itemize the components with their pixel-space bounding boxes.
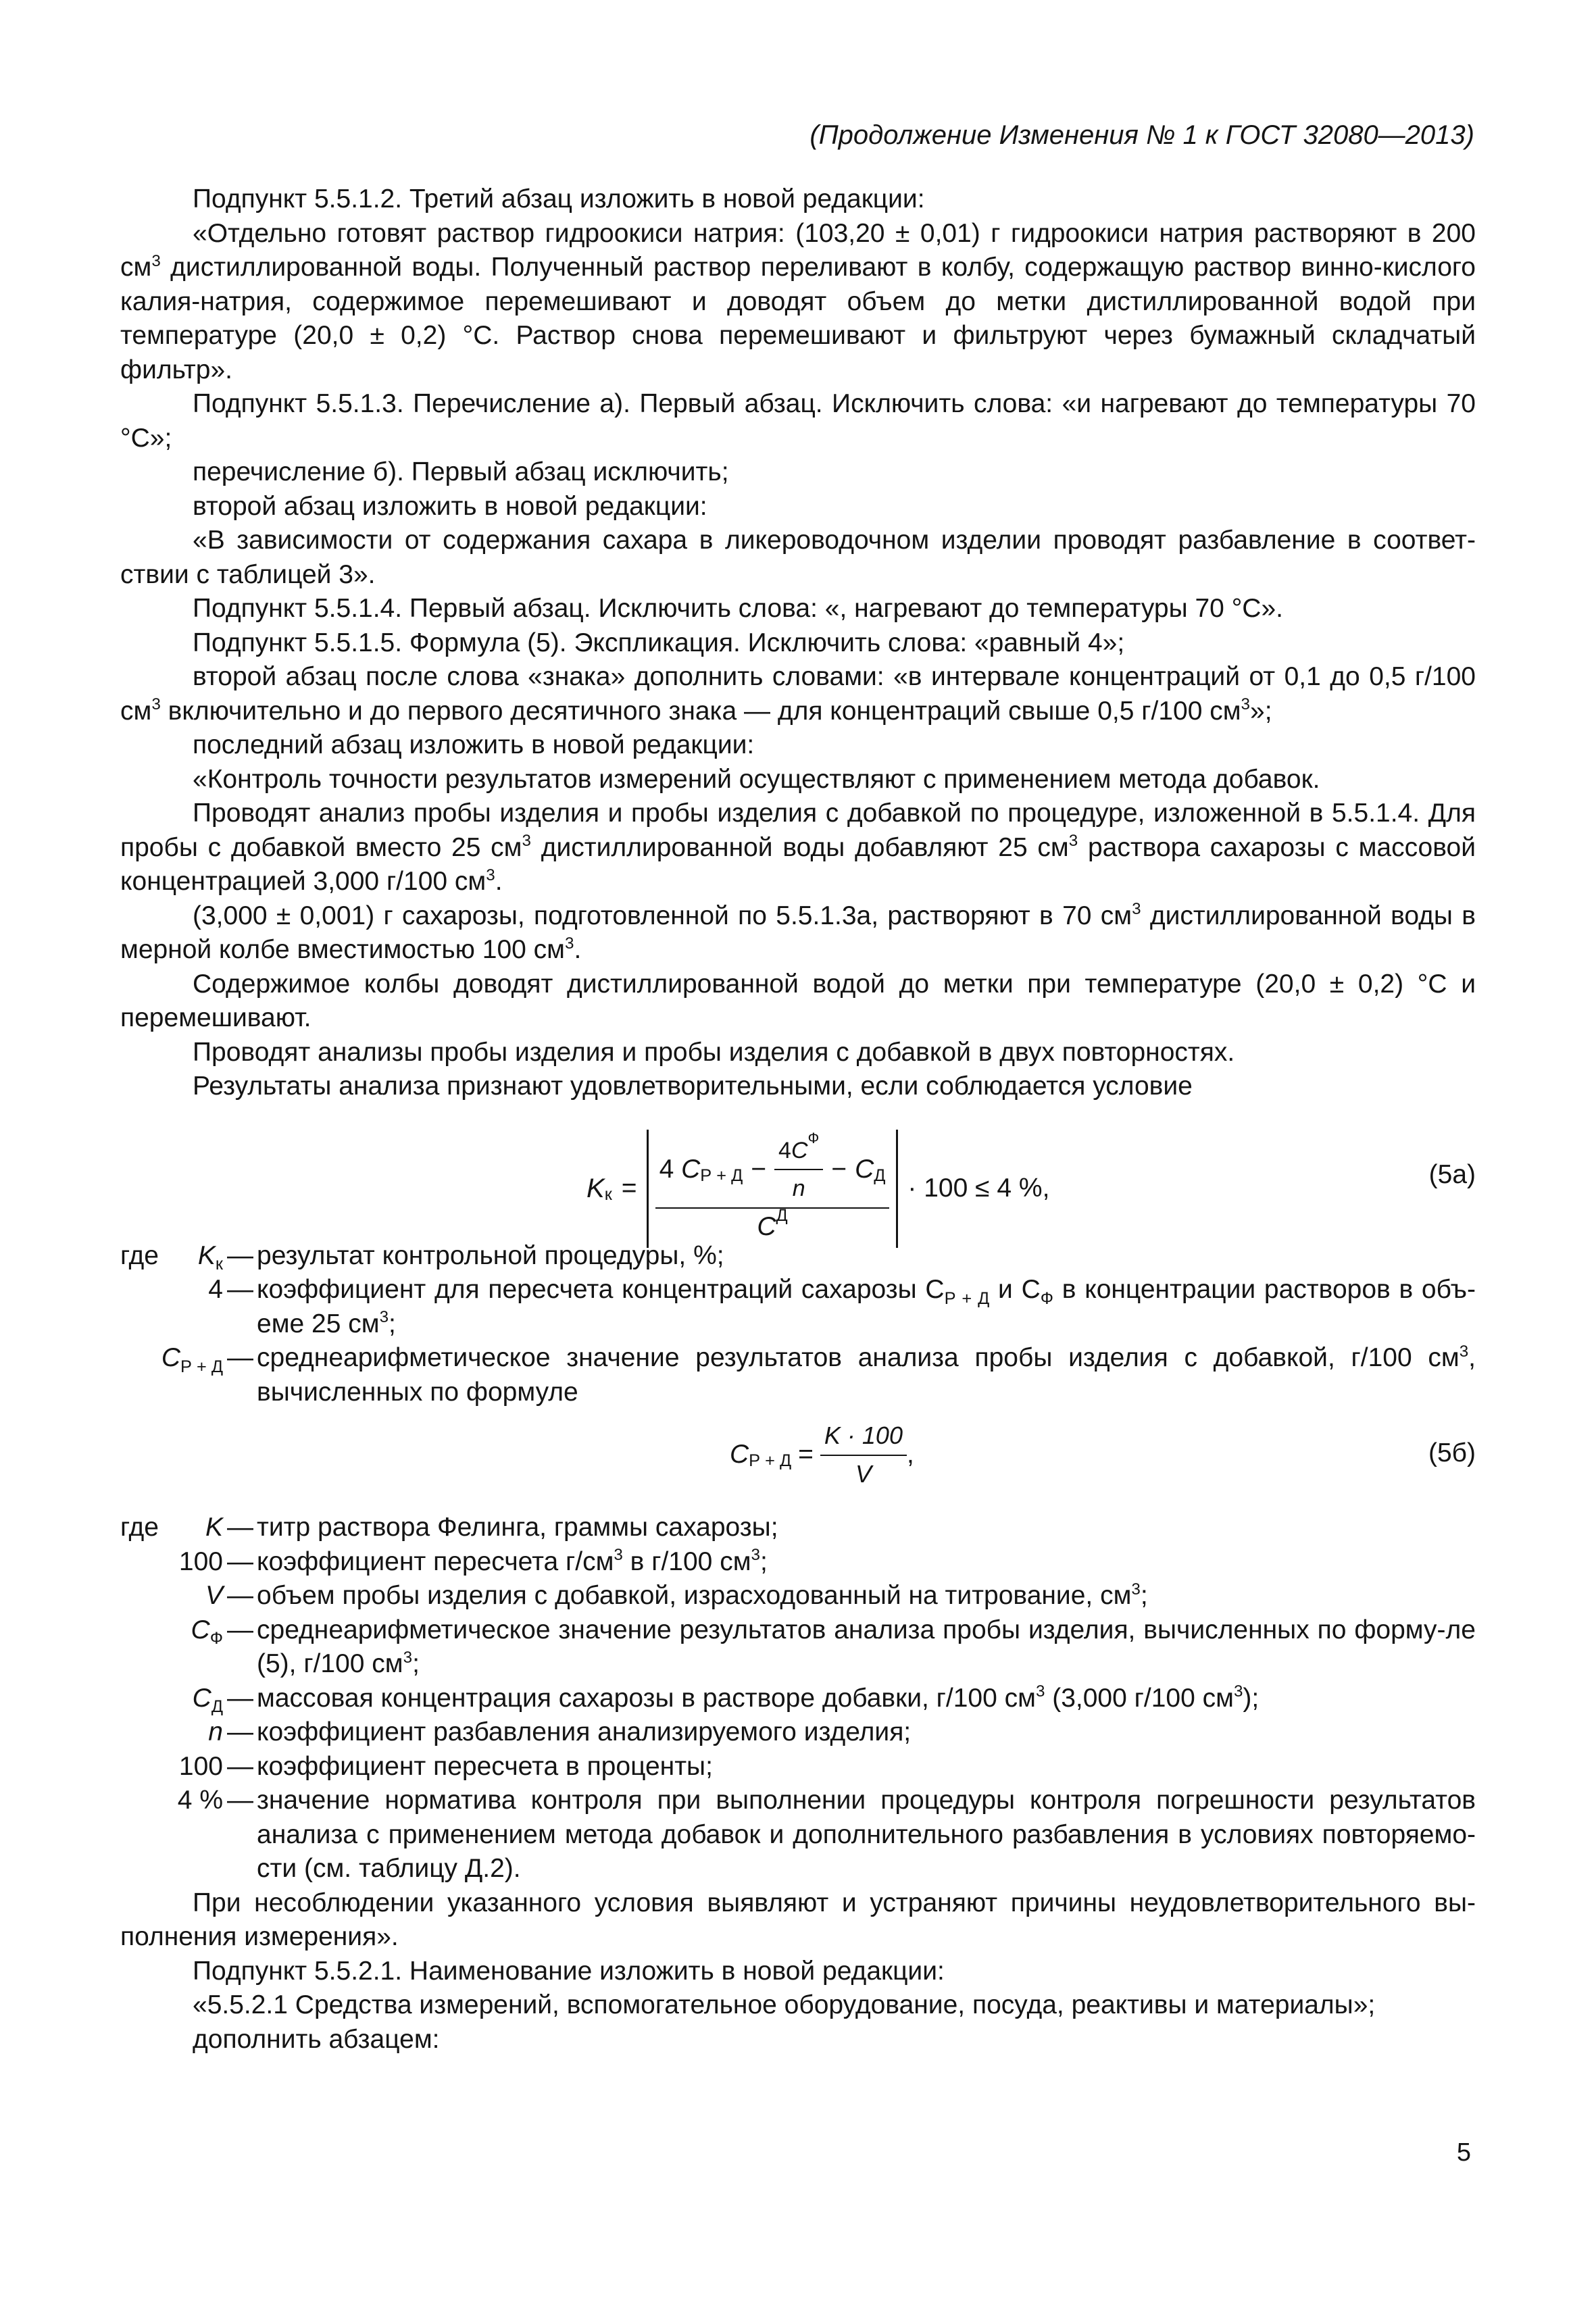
- legend-key: [120, 1613, 223, 1682]
- page-header: (Продолжение Изменения № 1 к ГОСТ 32080—2013): [809, 120, 1474, 150]
- legend-dash: —: [227, 1683, 253, 1713]
- legend-item: [120, 1613, 1476, 1682]
- minus-sign: −: [751, 1154, 767, 1184]
- legend-item: [120, 1579, 1476, 1613]
- inner-coefficient: 4: [778, 1137, 791, 1163]
- paragraph: Подпункт 5.5.1.5. Формула (5). Экспликация. Исключить слова: «равный 4»;: [193, 628, 1125, 657]
- legend-symbol: K: [197, 1240, 216, 1270]
- legend-item: [120, 1511, 1476, 1545]
- equals-sign: =: [621, 1174, 637, 1203]
- paragraph: Подпункт 5.5.1.2. Третий абзац изложить в новой редакции:: [193, 184, 925, 213]
- minus-sign: −: [831, 1154, 847, 1184]
- inner-fraction-numerator: [774, 1130, 823, 1171]
- paragraph: последний абзац изложить в новой редакции:: [193, 730, 755, 759]
- legend-text: результат контрольной процедуры, %;: [257, 1240, 724, 1270]
- legend-dash: —: [227, 1513, 253, 1542]
- fraction: [820, 1419, 907, 1491]
- legend-key: [120, 1341, 223, 1409]
- legend-symbol-subscript: к: [215, 1255, 223, 1274]
- legend-text: титр раствора Фелинга, граммы сахарозы;: [257, 1513, 778, 1542]
- formula-5b-expression: C $_{Р + Д}$ = $\frac{K \cdot 100}{V}$ ,: [730, 1419, 914, 1491]
- legend-text: среднеарифметическое значение результатов анализа пробы изделия, вычисленных по форму-ле (5), г/100 $см^3$;: [257, 1615, 1476, 1678]
- legend-symbol: C: [161, 1343, 181, 1372]
- legend-text: массовая концентрация сахарозы в растворе добавки, г/100 $см^3$ (3,000 г/100 $см^3$);: [257, 1682, 1260, 1713]
- legend-symbol: C: [191, 1615, 210, 1644]
- legend-key: V: [205, 1581, 223, 1610]
- paragraph: перечисление б). Первый абзац исключить;: [193, 457, 729, 486]
- subscript-d: Д: [776, 1206, 788, 1226]
- paragraph: Подпункт 5.5.2.1. Наименование изложить в новой редакции:: [193, 1956, 945, 1986]
- paragraph: Подпункт 5.5.1.3. Перечисление а). Первый абзац. Исключить слова: «и нагревают до температуры 70 °С»;: [120, 389, 1476, 453]
- legend-dash: —: [227, 1546, 253, 1576]
- legend-item: [120, 1682, 1476, 1716]
- legend-text: среднеарифметическое значение результатов анализа пробы изделия с добавкой, г/100 $см^3$, вычисленных по формуле: [257, 1342, 1476, 1407]
- formula-5a: [120, 1111, 1476, 1239]
- legend-key: 100: [178, 1546, 223, 1576]
- symbol-c: C: [791, 1137, 808, 1163]
- legend-item: [120, 1750, 1476, 1784]
- legend-key: 4 %: [177, 1786, 223, 1815]
- paragraph: Проводят анализ пробы изделия и пробы изделия с добавкой по процедуре, изложенной в 5.5.1.4. Для пробы с добавкой вместо 25 $см^3$ дистиллированной воды добавляют 25 $см^3$ раствора сахарозы с массовой концентрацией 3,000 г/100 $см^3$.: [120, 799, 1476, 896]
- legend-symbol: C: [192, 1683, 211, 1713]
- paragraph: «5.5.2.1 Средства измерений, вспомогательное оборудование, посуда, реактивы и материалы»;: [193, 1990, 1376, 2019]
- legend-item: [120, 1273, 1476, 1341]
- equals-sign: =: [798, 1440, 814, 1469]
- paragraph: Результаты анализа признают удовлетворительными, если соблюдается условие: [193, 1072, 1193, 1101]
- paragraph: «В зависимости от содержания сахара в ликероводочном изделии проводят разбавление в соответ-ствии с таблицей 3».: [120, 526, 1476, 589]
- legend-key: [120, 1511, 223, 1545]
- formula-lhs: K: [587, 1174, 605, 1203]
- legend-key: 100: [178, 1751, 223, 1781]
- fraction-numerator: K · 100: [820, 1419, 907, 1456]
- coefficient: 4: [659, 1154, 674, 1184]
- legend-item: [120, 1784, 1476, 1886]
- legend-text: коэффициент пересчета в проценты;: [257, 1751, 713, 1781]
- formula-number: (5а): [1428, 1159, 1476, 1189]
- comma: ,: [906, 1440, 914, 1469]
- subscript-f: Ф: [807, 1130, 820, 1147]
- legend-text: коэффициент для пересчета концентраций сахарозы $C_{Р + Д}$ и $C_Ф$ в концентрации растворов в объ-еме 25 $см^3$;: [257, 1275, 1476, 1338]
- legend-key: n: [208, 1717, 223, 1746]
- paragraph: второй абзац изложить в новой редакции:: [193, 491, 707, 521]
- paragraph: Проводят анализы пробы изделия и пробы изделия с добавкой в двух повторностях.: [193, 1037, 1235, 1067]
- legend-key: [120, 1239, 223, 1274]
- symbol-c: C: [730, 1440, 749, 1469]
- main-fraction-numerator: 4 C $_{Р + Д}$ − 4 C $_Ф$ n − C $_Д$: [655, 1134, 890, 1209]
- main-fraction-denominator: [753, 1206, 791, 1244]
- legend-dash: —: [227, 1343, 253, 1372]
- legend-text: коэффициент пересчета $г/см^3$ в г/100 $см^3$;: [257, 1546, 768, 1576]
- formula-number: (5б): [1428, 1438, 1476, 1467]
- legend-dash: —: [227, 1275, 253, 1304]
- paragraph: дополнить абзацем:: [193, 2024, 440, 2054]
- legend-text: объем пробы изделия с добавкой, израсходованный на титрование, $см^3$;: [257, 1580, 1148, 1610]
- legend-text: коэффициент разбавления анализируемого изделия;: [257, 1717, 912, 1746]
- legend-dash: —: [227, 1581, 253, 1610]
- absolute-value: [647, 1130, 899, 1249]
- legend-text: значение норматива контроля при выполнении процедуры контроля погрешности результатов анализа с применением метода добавок и дополнительного разбавления в условиях повторяемо-сти (см. таблицу Д.2).: [257, 1786, 1476, 1883]
- legend-item: [120, 1545, 1476, 1580]
- legend-where-label: где: [120, 1240, 159, 1270]
- inner-fraction: [774, 1130, 823, 1206]
- formula-5b: [120, 1409, 1476, 1511]
- legend-dash: —: [227, 1751, 253, 1781]
- symbol-c: C: [855, 1154, 874, 1184]
- legend-dash: —: [227, 1615, 253, 1644]
- legend-item: [120, 1715, 1476, 1750]
- inner-fraction-denominator: n: [792, 1176, 805, 1201]
- legend-dash: —: [227, 1717, 253, 1746]
- formula-5a-expression: K $_к$ = 4 C $_{Р + Д}$ − 4 C $_Ф$ n − C $_Д$ C $_Д$ · 100 ≤ 4 %,: [587, 1130, 1049, 1249]
- symbol-c: C: [757, 1211, 776, 1241]
- paragraph: Подпункт 5.5.1.4. Первый абзац. Исключить слова: «, нагревают до температуры 70 °С».: [193, 594, 1283, 623]
- legend-where-label: где: [120, 1513, 159, 1542]
- fraction-denominator: V: [855, 1459, 872, 1488]
- paragraph: «Контроль точности результатов измерений осуществляют с применением метода добавок.: [193, 764, 1320, 794]
- legend-key: 4: [208, 1275, 223, 1304]
- paragraph: При несоблюдении указанного условия выявляют и устраняют причины неудовлетворительного вы-полнения измерения».: [120, 1888, 1476, 1951]
- page-number: 5: [1456, 2138, 1471, 2167]
- legend-symbol-subscript: Ф: [209, 1629, 223, 1649]
- paragraph: (3,000 ± 0,001) г сахарозы, подготовленной по 5.5.1.3а, растворяют в 70 $см^3$ дистиллированной воды в мерной колбе вместимостью 100 $см^3$.: [120, 900, 1476, 964]
- paragraph: «Отдельно готовят раствор гидроокиси натрия: (103,20 ± 0,01) г гидроокиси натрия растворяют в 200 $см^3$ дистиллированной воды. Полученный раствор переливают в колбу, содержащую раствор винно-кислого калия-натрия, содержимое перемешивают и доводят объем до метки дистиллированной водой при температуре (20,0 ± 0,2) °С. Раствор снова перемешивают и фильтруют через бумажный складчатый фильтр».: [120, 218, 1476, 384]
- legend-dash: —: [227, 1240, 253, 1270]
- legend-symbol: K: [205, 1513, 223, 1542]
- paragraph: второй абзац после слова «знака» дополнить словами: «в интервале концентраций от 0,1 до 0,5 г/100 $см^3$ включительно и до первого десятичного знака — для концентраций свыше 0,5 г/100 $см^3$»;: [120, 662, 1476, 726]
- document-body: [120, 182, 1476, 2057]
- legend-symbol-subscript: Р + Д: [180, 1357, 223, 1376]
- legend-key: [120, 1682, 223, 1716]
- legend-item: [120, 1341, 1476, 1409]
- paragraph: Содержимое колбы доводят дистиллированной водой до метки при температуре (20,0 ± 0,2) °С и перемешивают.: [120, 969, 1476, 1032]
- legend-dash: —: [227, 1786, 253, 1815]
- formula-tail: · 100 ≤ 4 %,: [907, 1174, 1050, 1203]
- symbol-c: C: [681, 1154, 701, 1184]
- legend-symbol-subscript: Д: [211, 1697, 223, 1717]
